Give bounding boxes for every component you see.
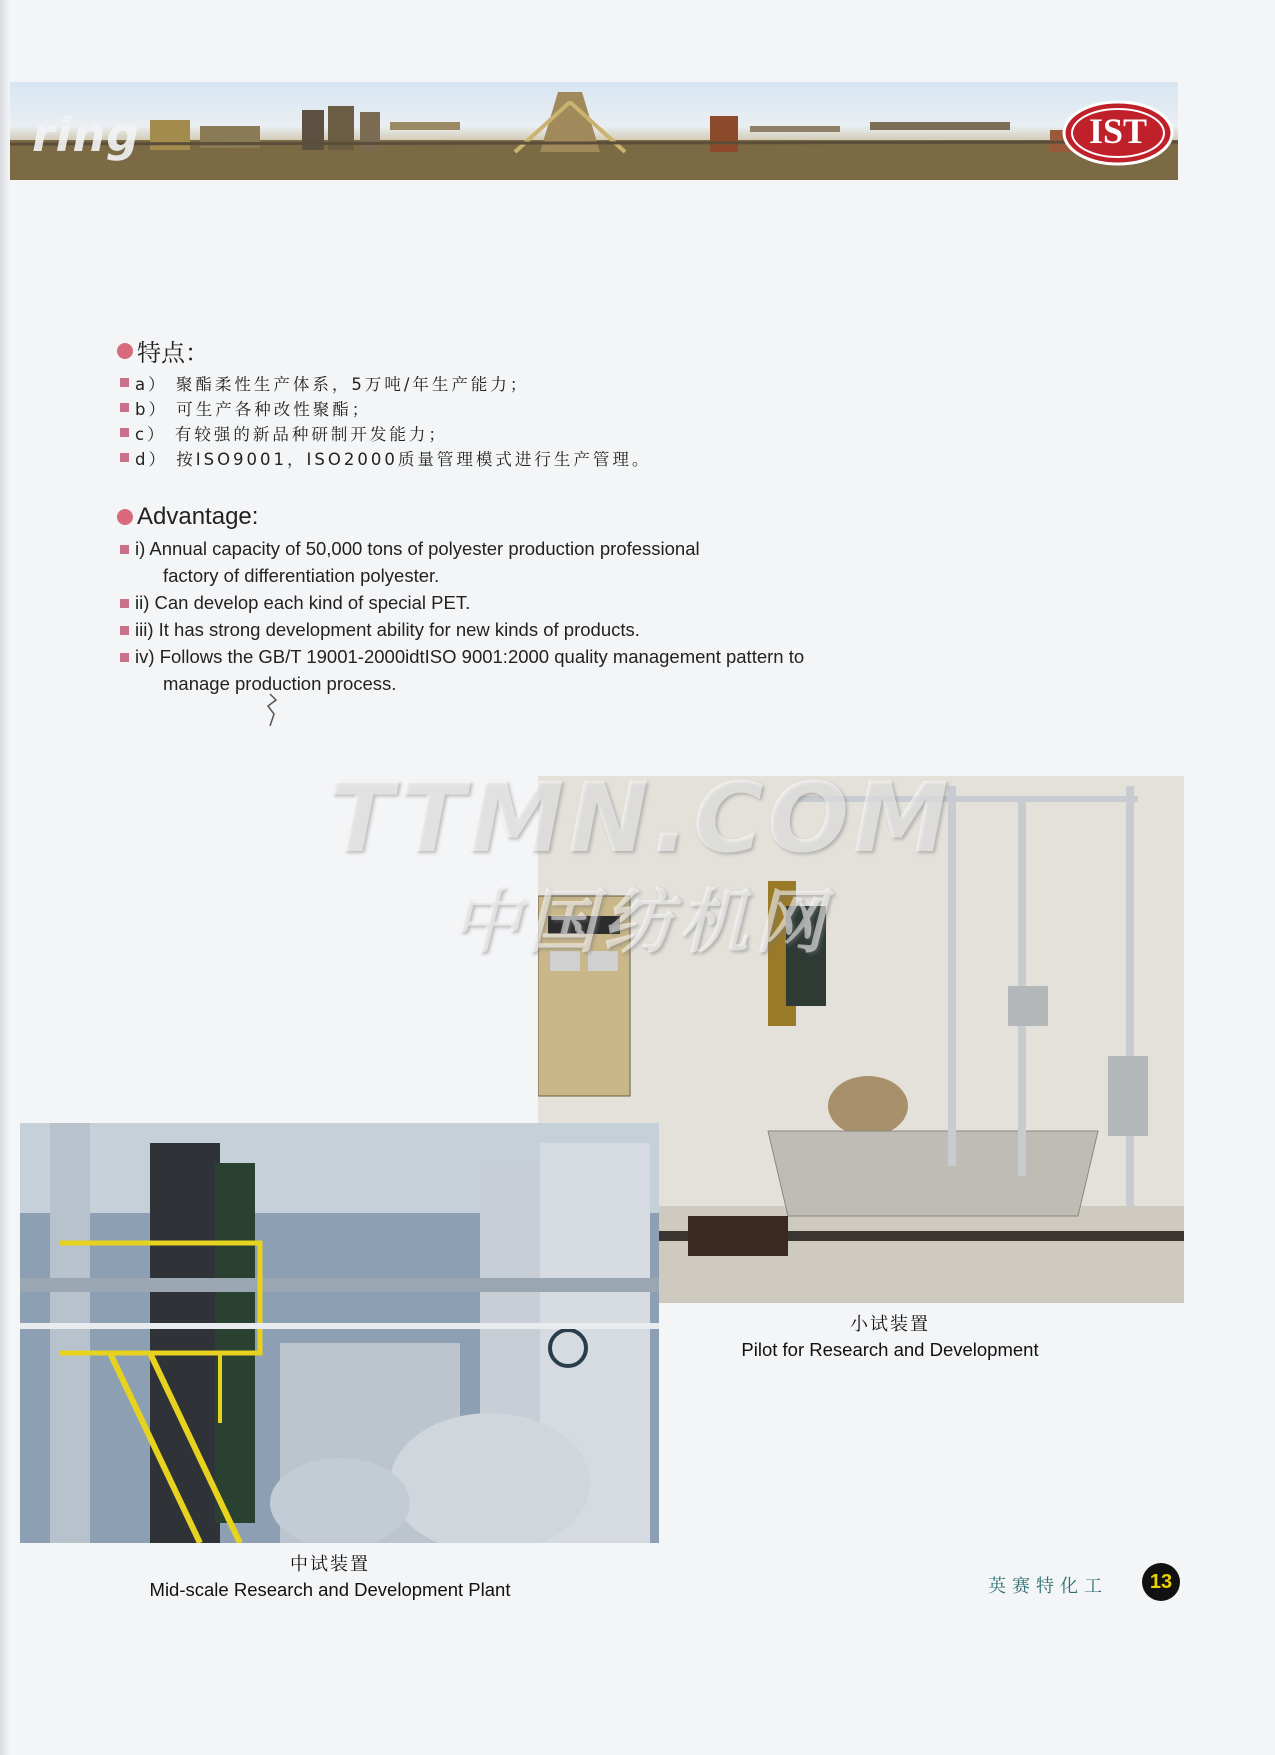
item-line-cont: factory of differentiation polyester. <box>163 565 440 586</box>
advantage-item <box>120 616 940 643</box>
advantage-heading <box>117 503 258 531</box>
item-label: a） <box>135 374 168 394</box>
item-line: iv) Follows the GB/T 19001-2000idtISO 9001:2000 quality management pattern to <box>135 646 805 667</box>
square-bullet-icon <box>120 599 129 608</box>
features-cn-title: 特点： <box>137 339 209 367</box>
pilot-caption-cn: 小试装置 <box>850 1314 930 1335</box>
midscale-photo-illustration <box>20 1123 659 1543</box>
square-bullet-icon <box>120 378 129 387</box>
midscale-plant-photo <box>20 1123 659 1543</box>
item-text: 可生产各种改性聚酯； <box>176 399 372 419</box>
item-label: d） <box>135 449 168 469</box>
midscale-caption-en: Mid-scale Research and Development Plant <box>149 1579 511 1600</box>
page-edge <box>0 0 10 1755</box>
square-bullet-icon <box>120 653 129 662</box>
bullet-dot-icon <box>117 509 133 525</box>
features-cn-item <box>120 370 720 395</box>
square-bullet-icon <box>120 626 129 635</box>
advantage-title: Advantage: <box>137 503 259 530</box>
advantage-list <box>120 535 940 697</box>
item-line-cont: manage production process. <box>163 673 397 694</box>
header-banner <box>10 82 1178 180</box>
square-bullet-icon <box>120 428 129 437</box>
features-cn-item <box>120 445 720 470</box>
page-number: 13 <box>1149 1570 1173 1593</box>
square-bullet-icon <box>120 545 129 554</box>
square-bullet-icon <box>120 453 129 462</box>
footer-company: 英赛特化工 <box>988 1576 1108 1597</box>
pen-scribble <box>262 692 282 732</box>
advantage-item <box>120 643 940 697</box>
watermark-line2: 中国纺机网 <box>450 881 830 963</box>
square-bullet-icon <box>120 403 129 412</box>
item-line: iii) It has strong development ability for new kinds of products. <box>135 619 640 640</box>
features-cn-list <box>120 370 720 470</box>
advantage-item <box>120 589 940 616</box>
bullet-dot-icon <box>117 343 133 359</box>
item-text: 按ISO9001，ISO2000质量管理模式进行生产管理。 <box>176 449 652 469</box>
page-number-badge <box>1142 1563 1180 1601</box>
watermark-line1: TTMN.COM <box>327 762 953 874</box>
midscale-caption-cn: 中试装置 <box>290 1554 370 1575</box>
item-label: c） <box>135 424 167 444</box>
item-line: i) Annual capacity of 50,000 tons of polyester production professional <box>135 538 700 559</box>
advantage-item <box>120 535 940 589</box>
industrial-skyline-image <box>10 82 1178 180</box>
item-text: 聚酯柔性生产体系，5万吨/年生产能力； <box>175 374 530 394</box>
item-line: ii) Can develop each kind of special PET. <box>135 592 471 613</box>
item-label: b） <box>135 399 168 419</box>
logo-text: IST <box>1088 111 1148 151</box>
midscale-caption <box>100 1552 560 1602</box>
pilot-caption-en: Pilot for Research and Development <box>741 1339 1039 1360</box>
features-cn-heading <box>117 333 209 368</box>
features-cn-item <box>120 420 720 445</box>
features-cn-item <box>120 395 720 420</box>
pilot-caption <box>690 1312 1090 1362</box>
banner-word: ring <box>32 108 141 162</box>
item-text: 有较强的新品种研制开发能力； <box>174 424 448 444</box>
